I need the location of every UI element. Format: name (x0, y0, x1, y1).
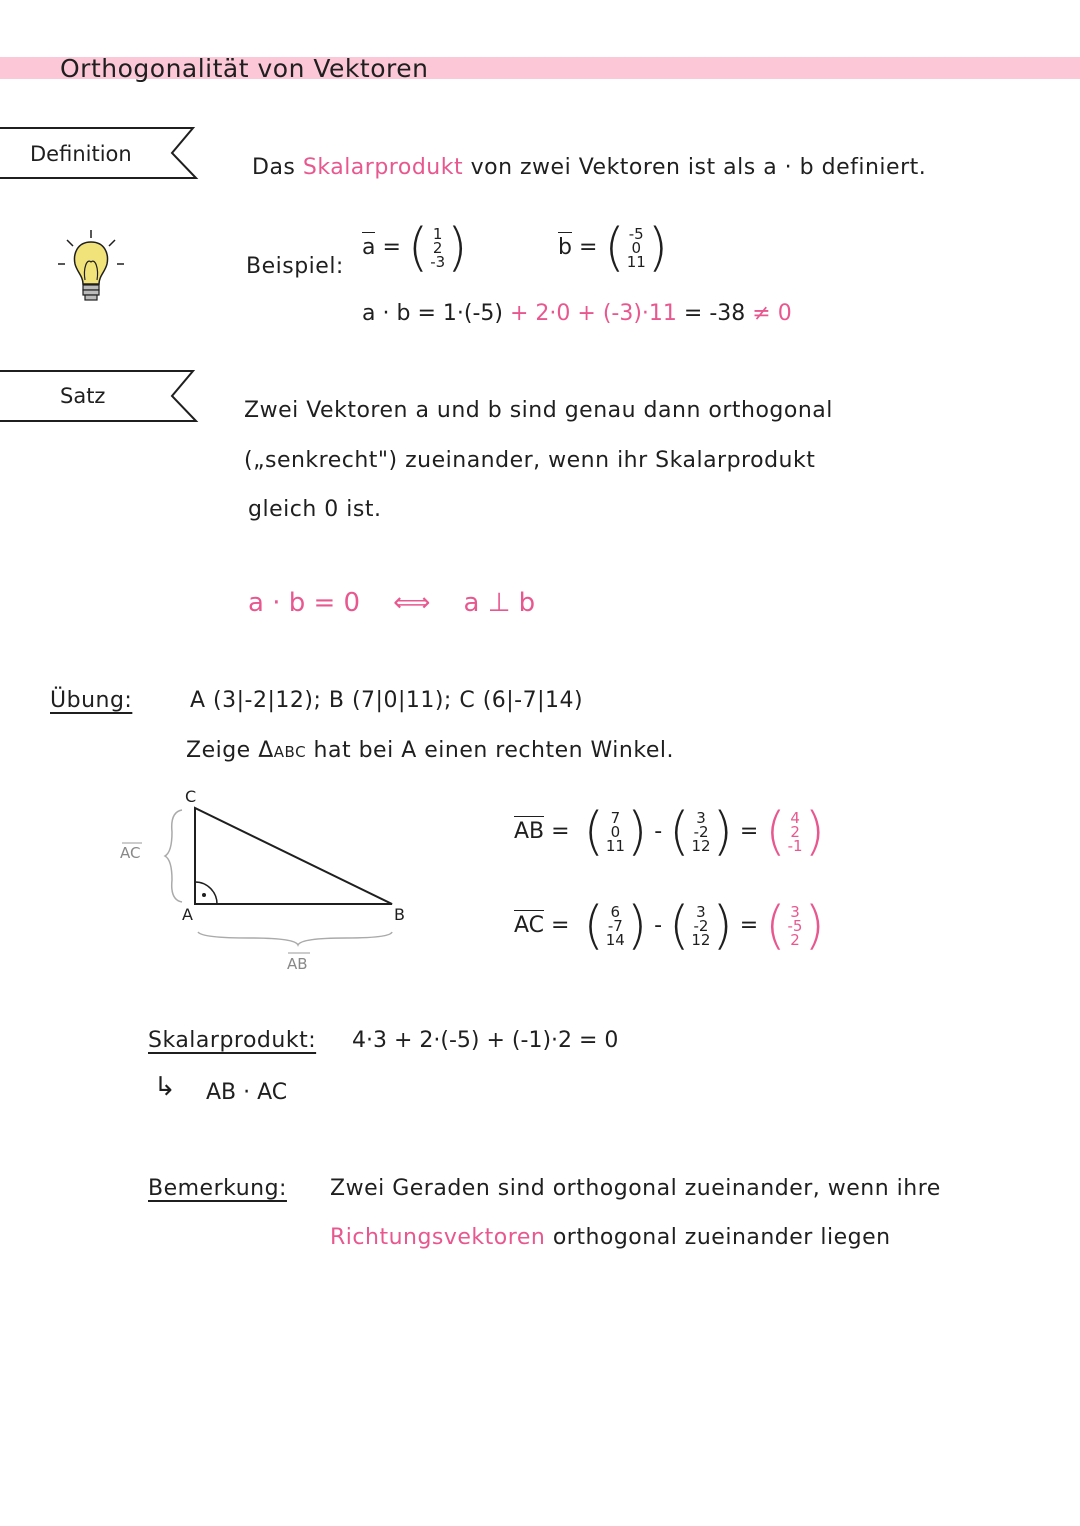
ac-res-x: 3 (790, 903, 800, 921)
formula-right: a ⊥ b (463, 588, 536, 618)
formula-equiv: ⟺ (393, 588, 431, 618)
ac-name: AC (514, 913, 545, 938)
triangle-diagram (110, 782, 430, 982)
vector-a-name: a (362, 235, 376, 260)
skalar-calc: 4·3 + 2·(-5) + (-1)·2 = 0 (352, 1028, 619, 1053)
ac-v1-x: 6 (610, 903, 621, 921)
ab-v1-z: 11 (605, 837, 625, 855)
skalar-arrow: ↳ (154, 1072, 176, 1102)
ac-v2-x: 3 (696, 903, 706, 921)
ab-result: ( 4 2 -1 ) (765, 802, 825, 862)
task-sub: ABC (273, 743, 307, 761)
definition-text-3: definiert. (821, 155, 927, 180)
example-vector-a: a = ( 1 2 -3 ) (362, 218, 468, 278)
bemerkung-line-2 (330, 1225, 891, 1250)
ab-computation: AB = ( 7 0 11 ) - ( 3 -2 12 ) = ( 4 2 -1 ) (514, 802, 825, 862)
diagram-label-ab: AB (287, 955, 308, 973)
ab-v2: ( 3 -2 12 ) (669, 802, 733, 862)
lightbulb-icon (55, 228, 127, 312)
calc-term-3: + (-3)·11 (577, 301, 677, 326)
bemerkung-line-1: Zwei Geraden sind orthogonal zueinander, wenn ihre (330, 1176, 941, 1201)
vector-b-name: b (558, 235, 572, 260)
ac-v1-z: 14 (605, 931, 625, 949)
ac-v2-z: 12 (691, 931, 711, 949)
calc-lhs: a · b (362, 301, 411, 326)
ac-result: ( 3 -5 2 ) (765, 896, 825, 956)
example-vector-b: b = ( -5 0 11 ) (558, 218, 669, 278)
ab-v2-x: 3 (696, 809, 706, 827)
calc-term-1: = 1·(-5) (417, 301, 503, 326)
ac-v2-y: -2 (693, 917, 709, 935)
diagram-label-b: B (394, 905, 405, 924)
definition-tag-label: Definition (30, 142, 132, 166)
ac-v1-y: -7 (607, 917, 623, 935)
satz-line-1: Zwei Vektoren a und b sind genau dann orthogonal (244, 398, 833, 423)
ac-computation: AC = ( 6 -7 14 ) - ( 3 -2 12 ) = ( 3 -5 2 ) (514, 896, 825, 956)
satz-formula (248, 588, 535, 618)
example-label: Beispiel: (246, 254, 344, 279)
skalar-expr: AB · AC (206, 1080, 288, 1105)
ab-res-y: 2 (790, 823, 800, 841)
ab-v1-y: 0 (610, 823, 621, 841)
vector-b-z: 11 (626, 253, 646, 271)
uebung-points: A (3|-2|12); B (7|0|11); C (6|-7|14) (190, 688, 584, 713)
calc-neq: ≠ 0 (752, 301, 792, 326)
vector-a-column: ( 1 2 -3 ) (407, 218, 468, 278)
ab-res-x: 4 (790, 809, 800, 827)
satz-tag-label: Satz (60, 384, 106, 408)
uebung-label: Übung: (50, 688, 133, 713)
definition-expr: a · b (763, 155, 815, 180)
definition-sentence (252, 155, 926, 180)
ac-v2: ( 3 -2 12 ) (669, 896, 733, 956)
uebung-task (186, 738, 674, 763)
satz-line-2: („senkrecht") zueinander, wenn ihr Skalarprodukt (244, 448, 816, 473)
vector-a-x: 1 (432, 225, 443, 243)
diagram-label-ac: AC (120, 844, 141, 862)
definition-highlight: Skalarprodukt (302, 155, 464, 180)
vector-a-y: 2 (432, 239, 443, 257)
bemerkung-highlight: Richtungsvektoren (330, 1225, 546, 1250)
definition-text-2: von zwei Vektoren ist als (470, 155, 756, 180)
bemerkung-rest: orthogonal zueinander liegen (552, 1225, 891, 1250)
ab-v2-y: -2 (693, 823, 709, 841)
ab-v1: ( 7 0 11 ) (583, 802, 648, 862)
satz-line-3: gleich 0 ist. (248, 497, 382, 522)
task-post: hat bei A einen rechten Winkel. (313, 738, 674, 763)
bemerkung-label: Bemerkung: (148, 1176, 287, 1201)
definition-text-1: Das (252, 155, 296, 180)
diagram-label-a: A (182, 905, 193, 924)
formula-left: a · b = 0 (248, 588, 361, 618)
ac-v1: ( 6 -7 14 ) (583, 896, 648, 956)
ab-v2-z: 12 (691, 837, 711, 855)
calc-result: = -38 (683, 301, 746, 326)
calc-term-2: + 2·0 (509, 301, 571, 326)
task-pre: Zeige (186, 738, 251, 763)
vector-b-x: -5 (628, 225, 644, 243)
ab-v1-x: 7 (610, 809, 621, 827)
vector-b-column: ( -5 0 11 ) (604, 218, 669, 278)
example-calculation (362, 301, 792, 326)
ab-res-z: -1 (787, 837, 803, 855)
diagram-label-c: C (185, 787, 197, 806)
page-title: Orthogonalität von Vektoren (60, 54, 429, 83)
vector-a-z: -3 (430, 253, 446, 271)
vector-b-y: 0 (631, 239, 641, 257)
ac-res-z: 2 (790, 931, 800, 949)
skalar-label: Skalarprodukt: (148, 1028, 317, 1053)
task-triangle: Δ (258, 738, 274, 763)
ab-name: AB (514, 819, 545, 844)
ac-res-y: -5 (787, 917, 803, 935)
